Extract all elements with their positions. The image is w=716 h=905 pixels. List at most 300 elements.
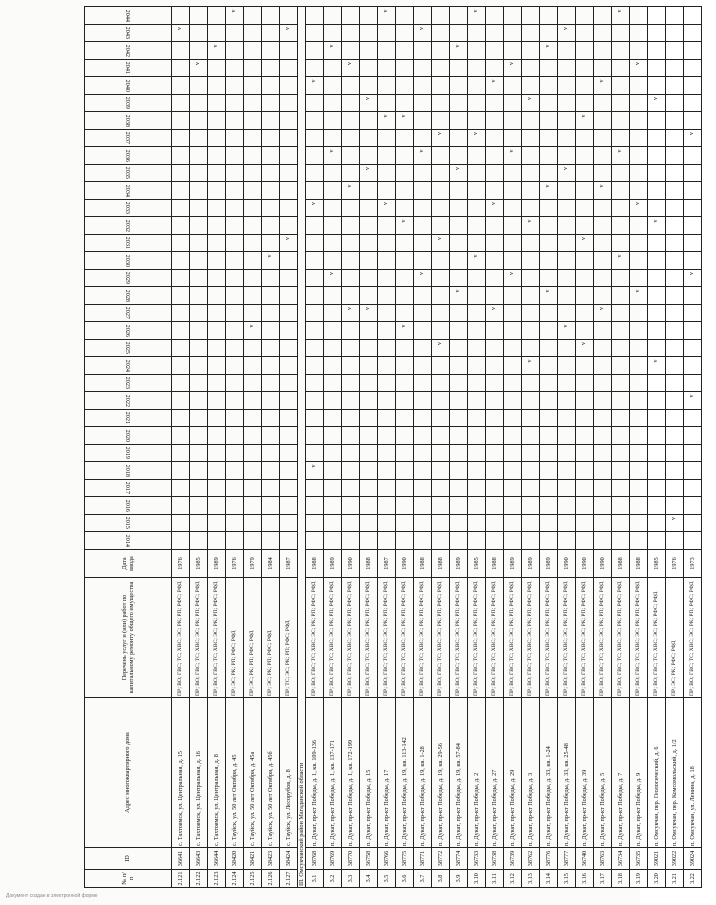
cell-year-mark [666,60,684,78]
cell-year-mark: v [576,235,594,253]
cell-year-mark [280,532,298,550]
cell-year-mark [576,182,594,200]
cell-year-mark [324,95,342,113]
cell-year-mark [486,375,504,393]
cell-year-mark [360,532,378,550]
cell-year-mark [558,147,576,165]
cell-year-mark [262,305,280,323]
cell-year-mark [262,445,280,463]
cell-year-mark [306,497,324,515]
cell-year-mark [208,462,226,480]
cell-year-mark [612,410,630,428]
cell-year-mark [360,410,378,428]
cell-year-mark: v [684,392,702,410]
cell-year-mark [262,375,280,393]
cell-year-mark [522,112,540,130]
cell-id: 36735 [630,848,648,870]
cell-year-mark [324,322,342,340]
cell-year-mark [648,322,666,340]
cell-year-mark [594,480,612,498]
cell-year-mark [324,165,342,183]
header-year: 2028 [85,287,172,305]
cell-year-mark [576,515,594,533]
cell-year-mark [172,165,190,183]
cell-year-mark [432,25,450,43]
cell-year-mark [450,427,468,445]
cell-year-mark [280,270,298,288]
cell-year-mark [324,112,342,130]
cell-year-mark [306,182,324,200]
cell-year-mark: v [342,60,360,78]
cell-year-mark [226,112,244,130]
cell-year-mark [450,217,468,235]
cell-year-mark [522,147,540,165]
cell-year-mark [360,445,378,463]
cell-year-mark [360,217,378,235]
cell-year-mark [244,217,262,235]
cell-id: 39022 [666,848,684,870]
cell-year-mark [342,322,360,340]
cell-year-mark [594,217,612,235]
header-year: 2039 [85,95,172,113]
cell-year-mark [262,130,280,148]
cell-year-mark [262,532,280,550]
cell-services: ПР; ВО; ГВС; ТС; ХВС; ЭС; РК; РП; РФС; РФД [396,578,414,698]
cell-year-mark [396,532,414,550]
cell-year-mark [684,252,702,270]
cell-year-mark [468,322,486,340]
cell-year-mark [666,147,684,165]
cell-year-mark [190,7,208,25]
cell-year-mark [684,497,702,515]
cell-year-mark [486,95,504,113]
cell-year-mark [414,42,432,60]
cell-year-mark: v [612,252,630,270]
cell-year-mark [244,410,262,428]
cell-year-mark: v [324,42,342,60]
cell-year-mark: v [378,200,396,218]
cell-services: ПР; ВО; ГВС; ТС; ХВС; ЭС; РК; РП; РФС; РФД [450,578,468,698]
cell-year-mark [684,112,702,130]
cell-year-mark [432,462,450,480]
cell-year-mark [504,130,522,148]
cell-year-mark [450,340,468,358]
cell-year-mark [576,25,594,43]
cell-year-mark [190,25,208,43]
cell-id: 38770 [342,848,360,870]
cell-year-mark [208,182,226,200]
table-row [342,7,360,888]
cell-year-mark [522,60,540,78]
cell-year-mark [648,480,666,498]
cell-year-mark [342,515,360,533]
cell-year-mark [450,270,468,288]
cell-year-mark [244,305,262,323]
cell-year-mark [244,340,262,358]
cell-year-mark [486,217,504,235]
cell-year-mark [226,322,244,340]
cell-year-mark [378,252,396,270]
cell-id: 36738 [486,848,504,870]
cell-year-mark [226,340,244,358]
cell-year-mark [360,427,378,445]
cell-year-mark [396,77,414,95]
cell-num: 3.8 [432,870,450,888]
cell-year-mark [612,217,630,235]
cell-year-mark [396,147,414,165]
cell-year-mark [540,515,558,533]
cell-year-mark [342,252,360,270]
cell-date: 1985 [648,550,666,578]
cell-year-mark [450,515,468,533]
header-row [85,7,172,888]
cell-year-mark [324,445,342,463]
cell-year-mark [262,287,280,305]
cell-date: 1976 [226,550,244,578]
cell-year-mark [558,60,576,78]
cell-address: п. Дукат, пр-кт Победы, д. 29 [504,698,522,848]
cell-year-mark: v [576,340,594,358]
cell-year-mark [396,357,414,375]
cell-year-mark [378,60,396,78]
cell-year-mark [432,7,450,25]
cell-services: ПР; ВО; ГВС; ТС; ХВС; ЭС; РК; РП; РФС; РФД [612,578,630,698]
cell-year-mark: v [558,322,576,340]
cell-year-mark [666,322,684,340]
cell-year-mark [612,60,630,78]
cell-year-mark [468,445,486,463]
cell-year-mark [594,235,612,253]
cell-year-mark [450,497,468,515]
cell-address: с. Тахтоямск, ул. Центральная, д. 15 [172,698,190,848]
table-row [522,7,540,888]
cell-year-mark [414,165,432,183]
cell-year-mark [378,322,396,340]
header-year: 2034 [85,182,172,200]
cell-year-mark [522,25,540,43]
cell-year-mark [486,445,504,463]
cell-year-mark [648,130,666,148]
cell-year-mark [486,270,504,288]
header-services: Перечень услуг и (или) работ по капитальному ремонту общего имущества [85,578,172,698]
cell-address: п. Дукат, пр-кт Победы, д. 33, кв. 25-48 [558,698,576,848]
cell-year-mark [612,130,630,148]
cell-year-mark [360,42,378,60]
cell-year-mark [262,340,280,358]
cell-year-mark [558,305,576,323]
cell-year-mark: v [450,165,468,183]
cell-year-mark [378,497,396,515]
cell-date: 1990 [594,550,612,578]
cell-year-mark [504,42,522,60]
table-row [576,7,594,888]
cell-services: ПР; ЭС; РК; РП; РФС; РФД [244,578,262,698]
cell-year-mark: v [486,305,504,323]
cell-year-mark [262,7,280,25]
cell-year-mark [450,305,468,323]
cell-year-mark [360,270,378,288]
cell-num: 3.4 [360,870,378,888]
cell-year-mark: v [684,270,702,288]
cell-year-mark [684,147,702,165]
cell-year-mark [450,445,468,463]
cell-year-mark [414,322,432,340]
cell-year-mark [504,515,522,533]
section-title: III. Омсукчанский район Магаданской области [298,7,306,888]
cell-year-mark [576,305,594,323]
header-address: Адрес многоквартирного дома [85,698,172,848]
cell-year-mark [450,112,468,130]
cell-year-mark [172,375,190,393]
cell-year-mark [190,375,208,393]
table-row [630,7,648,888]
cell-year-mark [612,462,630,480]
cell-id: 39021 [648,848,666,870]
header-year: 2042 [85,42,172,60]
cell-date: 1989 [450,550,468,578]
cell-year-mark [684,200,702,218]
cell-year-mark [342,147,360,165]
cell-year-mark [342,462,360,480]
cell-year-mark [226,252,244,270]
cell-address: п. Омсукчан, пер. Геологический, д. 6 [648,698,666,848]
cell-year-mark [630,515,648,533]
cell-id: 38762 [522,848,540,870]
cell-year-mark [414,200,432,218]
cell-year-mark [306,392,324,410]
cell-year-mark [468,375,486,393]
cell-year-mark [280,217,298,235]
cell-year-mark [576,392,594,410]
cell-year-mark [226,42,244,60]
cell-num: 3.18 [612,870,630,888]
cell-year-mark [396,305,414,323]
cell-year-mark: v [414,25,432,43]
cell-year-mark [190,95,208,113]
cell-year-mark [540,357,558,375]
cell-year-mark [414,427,432,445]
cell-year-mark: v [630,287,648,305]
cell-year-mark [648,375,666,393]
cell-address: с. Тауйск, ул. 50 лет Октября, д. 45б [262,698,280,848]
cell-year-mark [468,235,486,253]
cell-year-mark [504,392,522,410]
cell-address: п. Дукат, пр-кт Победы, д. 39 [576,698,594,848]
cell-year-mark [280,445,298,463]
cell-year-mark [414,340,432,358]
cell-year-mark [558,497,576,515]
cell-year-mark [684,182,702,200]
table-row [414,7,432,888]
cell-num: 3.12 [504,870,522,888]
header-year: 2044 [85,7,172,25]
cell-year-mark [342,427,360,445]
cell-year-mark: v [522,95,540,113]
cell-year-mark [648,340,666,358]
cell-year-mark [324,515,342,533]
cell-year-mark [648,42,666,60]
cell-year-mark [226,462,244,480]
cell-year-mark [504,532,522,550]
cell-year-mark [450,77,468,95]
cell-year-mark [190,182,208,200]
cell-year-mark [468,287,486,305]
cell-year-mark: v [558,165,576,183]
cell-year-mark [306,130,324,148]
cell-num: 3.20 [648,870,666,888]
cell-year-mark [522,200,540,218]
cell-year-mark [342,200,360,218]
cell-year-mark [666,410,684,428]
cell-year-mark [504,462,522,480]
cell-year-mark [226,130,244,148]
cell-year-mark [576,357,594,375]
cell-year-mark [576,147,594,165]
cell-year-mark [576,7,594,25]
cell-id: 38776 [540,848,558,870]
cell-date: 1989 [540,550,558,578]
cell-year-mark [172,60,190,78]
cell-year-mark [414,375,432,393]
cell-num: 3.21 [666,870,684,888]
cell-year-mark [262,25,280,43]
table-row [486,7,504,888]
cell-year-mark [558,375,576,393]
cell-year-mark [342,95,360,113]
cell-year-mark [666,462,684,480]
cell-year-mark [666,532,684,550]
cell-year-mark [540,392,558,410]
header-date: Дата ввода [85,550,172,578]
cell-year-mark [468,392,486,410]
cell-year-mark [684,217,702,235]
cell-year-mark [360,497,378,515]
cell-services: ПР; ВО; ГВС; ТС; ХВС; ЭС; РК; РП; РФС; РФД [576,578,594,698]
cell-year-mark [630,217,648,235]
cell-id: 38420 [226,848,244,870]
cell-year-mark: v [244,322,262,340]
cell-year-mark: v [612,147,630,165]
cell-year-mark [576,270,594,288]
cell-year-mark [648,445,666,463]
cell-services: ПР; ВО; ГВС; ТС; ХВС; ЭС; РК; РП; РФС; РФД [558,578,576,698]
cell-year-mark [666,130,684,148]
cell-services: ПР; ВО; ГВС; ТС; ХВС; ЭС; РК; РП; РФС; РФД [432,578,450,698]
cell-year-mark [684,515,702,533]
cell-year-mark [540,305,558,323]
cell-year-mark [378,392,396,410]
cell-year-mark [208,130,226,148]
cell-year-mark [450,252,468,270]
cell-year-mark: v [522,217,540,235]
cell-year-mark [576,42,594,60]
cell-year-mark [378,270,396,288]
cell-address: с. Тауйск, ул. 50 лет Октября, д. 45а [244,698,262,848]
cell-year-mark [244,235,262,253]
table-row [594,7,612,888]
cell-year-mark [432,287,450,305]
cell-year-mark [324,427,342,445]
cell-year-mark [594,515,612,533]
header-year: 2043 [85,25,172,43]
cell-year-mark [414,7,432,25]
cell-address: с. Тауйск, ул. Лесорубов, д. 8 [280,698,298,848]
cell-date: 1979 [244,550,262,578]
cell-year-mark [684,410,702,428]
table-row [172,7,190,888]
cell-year-mark [262,357,280,375]
cell-year-mark [190,217,208,235]
cell-year-mark [684,427,702,445]
cell-year-mark: v [306,462,324,480]
cell-year-mark: v [630,200,648,218]
cell-year-mark [486,7,504,25]
table-row [208,7,226,888]
cell-year-mark [306,42,324,60]
cell-year-mark [594,357,612,375]
cell-year-mark [450,25,468,43]
cell-year-mark [280,130,298,148]
cell-year-mark: v [684,130,702,148]
cell-year-mark [360,77,378,95]
cell-year-mark [486,322,504,340]
cell-year-mark [612,480,630,498]
cell-year-mark [576,375,594,393]
cell-year-mark [172,42,190,60]
cell-year-mark [360,287,378,305]
cell-year-mark [324,77,342,95]
cell-year-mark [630,77,648,95]
cell-year-mark [630,410,648,428]
cell-year-mark [306,480,324,498]
cell-year-mark [486,532,504,550]
cell-year-mark [522,182,540,200]
cell-year-mark [486,60,504,78]
cell-year-mark [378,357,396,375]
cell-year-mark [396,427,414,445]
cell-year-mark [684,165,702,183]
cell-year-mark [306,235,324,253]
cell-year-mark: v [450,287,468,305]
cell-year-mark: v [280,235,298,253]
cell-year-mark [306,25,324,43]
cell-year-mark [684,7,702,25]
cell-id: 36758 [360,848,378,870]
cell-year-mark [684,305,702,323]
cell-year-mark [280,480,298,498]
cell-year-mark [504,252,522,270]
cell-year-mark [576,77,594,95]
cell-year-mark [432,410,450,428]
cell-year-mark [244,112,262,130]
cell-year-mark [540,25,558,43]
cell-year-mark [612,392,630,410]
cell-year-mark [306,95,324,113]
cell-year-mark [172,305,190,323]
cell-year-mark [360,7,378,25]
cell-year-mark [342,270,360,288]
cell-num: 2.122 [190,870,208,888]
cell-year-mark [226,25,244,43]
cell-year-mark [280,357,298,375]
table-row [306,7,324,888]
cell-year-mark [262,497,280,515]
cell-year-mark [522,235,540,253]
cell-date: 1988 [432,550,450,578]
cell-year-mark [226,95,244,113]
cell-year-mark [540,95,558,113]
cell-year-mark [280,112,298,130]
